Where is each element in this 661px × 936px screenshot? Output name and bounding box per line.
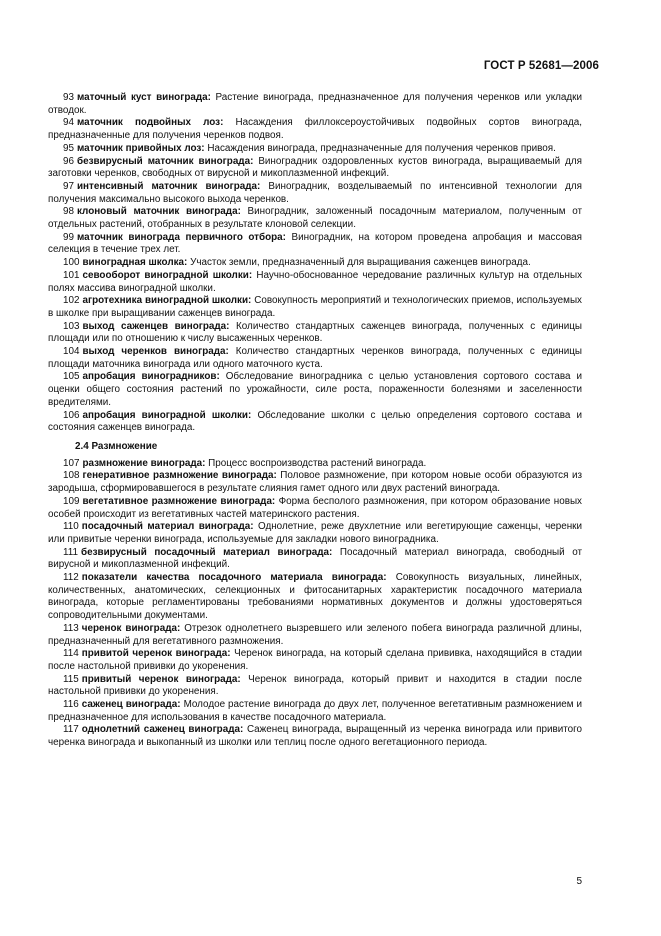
term-definition: Процесс воспроизводства растений винограда.	[208, 457, 427, 469]
term-definition: Виноградник оздоровленных кустов винограда, выращиваемый для заготовки черенков, свободных от вирусной и микоплазменной инфекций.	[48, 155, 582, 180]
page-number: 5	[576, 876, 582, 887]
term-name: привитой черенок винограда:	[81, 648, 231, 660]
term-name: апробация виноградной школки:	[82, 409, 252, 421]
term-definition: Однолетние, реже двухлетние или вегетирующие саженцы, черенки или привитые черенки винограда, используемые для закладки нового виноградника.	[48, 521, 583, 545]
term-entry	[48, 117, 582, 142]
term-number: 97	[63, 180, 74, 192]
term-entry	[48, 521, 582, 546]
term-number: 112	[63, 572, 79, 584]
term-entry	[48, 699, 582, 724]
term-name: выход черенков винограда:	[82, 346, 229, 358]
term-number: 96	[63, 155, 74, 167]
term-number: 95	[63, 142, 74, 154]
term-definition: Обследование виноградника с целью установления сортового состава и оценки общего состояния растений по урожайности, силе роста, пораженности болезнями и заселенности вредителями.	[48, 371, 582, 408]
term-number: 104	[63, 346, 80, 358]
term-definition: Черенок винограда, на который сделана прививка, находящийся в стадии после настольной прививки до укоренения.	[48, 648, 582, 672]
term-name: черенок винограда:	[81, 622, 181, 634]
term-definition: Насаждения винограда, предназначенные для получения черенков привоя.	[207, 142, 556, 154]
term-name: маточник винограда первичного отбора:	[76, 231, 286, 243]
term-number: 109	[63, 495, 80, 507]
term-name: саженец винограда:	[81, 699, 181, 711]
term-entry	[48, 156, 582, 181]
term-number: 98	[63, 206, 74, 218]
term-number: 117	[63, 724, 79, 736]
term-number: 102	[63, 295, 80, 307]
term-name: посадочный материал винограда:	[81, 521, 254, 533]
terms-list-after	[48, 458, 582, 750]
term-entry	[48, 674, 582, 699]
term-name: клоновый маточник винограда:	[76, 206, 241, 218]
term-entry	[48, 623, 582, 648]
term-entry	[48, 458, 582, 471]
term-number: 108	[63, 470, 80, 482]
term-name: размножение винограда:	[82, 457, 206, 469]
term-entry	[48, 724, 582, 749]
term-definition: Совокупность мероприятий и технологических приемов, используемых в школке при выращивании саженцев винограда.	[48, 295, 582, 319]
term-entry	[48, 295, 582, 320]
term-number: 105	[63, 371, 80, 383]
term-entry	[48, 346, 582, 371]
term-definition: Отрезок однолетнего вызревшего или зеленого побега винограда различной длины, предназначенный для вегетативного размножения.	[48, 622, 582, 647]
term-name: маточник подвойных лоз:	[76, 117, 224, 129]
term-name: виноградная школка:	[82, 257, 188, 269]
term-number: 113	[63, 622, 79, 634]
term-name: севооборот виноградной школки:	[82, 269, 253, 281]
term-entry	[48, 206, 582, 231]
terms-list-before	[48, 92, 582, 435]
term-number: 99	[63, 231, 74, 243]
term-definition: Количество стандартных саженцев винограда, полученных с единицы площади или по отношению к числу высаженных черенков.	[48, 320, 583, 345]
term-name: генеративное размножение винограда:	[82, 470, 277, 482]
term-definition: Виноградник, заложенный посадочным материалом, полученным от отдельных растений, отобранных в результате клоновой селекции.	[48, 206, 582, 231]
term-definition: Черенок винограда, который привит и находится в стадии после настольной прививки до укоренения.	[48, 673, 582, 698]
term-entry	[48, 410, 582, 435]
term-number: 110	[63, 521, 79, 533]
term-name: безвирусный маточник винограда:	[76, 155, 254, 167]
term-definition: Обследование школки с целью определения сортового состава и состояния саженцев винограда.	[48, 409, 582, 434]
term-entry	[48, 181, 582, 206]
term-entry	[48, 371, 582, 409]
term-entry	[48, 496, 582, 521]
term-entry	[48, 92, 582, 117]
term-entry	[48, 143, 582, 156]
term-definition: Посадочный материал винограда, свободный от вирусной и микоплазменной инфекций.	[48, 546, 582, 571]
term-definition: Количество стандартных черенков винограда, полученных с единицы площади маточника винограда или одного маточного куста.	[48, 346, 583, 370]
term-number: 106	[63, 409, 80, 421]
term-definition: Насаждения филлоксероустойчивых подвойных сортов винограда, предназначенные для получения черенков подвоя.	[48, 117, 582, 142]
term-name: безвирусный посадочный материал винограда:	[81, 546, 333, 558]
term-name: вегетативное размножение винограда:	[82, 495, 276, 507]
term-number: 111	[63, 546, 79, 558]
terms-content	[48, 92, 582, 750]
term-name: апробация виноградников:	[82, 371, 220, 383]
term-number: 107	[63, 457, 80, 469]
term-number: 114	[63, 648, 79, 660]
term-entry	[48, 648, 582, 673]
term-name: агротехника виноградной школки:	[82, 295, 252, 307]
term-name: выход саженцев винограда:	[82, 320, 230, 332]
term-definition: Участок земли, предназначенный для выращивания саженцев винограда.	[190, 257, 531, 269]
term-definition: Молодое растение винограда до двух лет, полученное вегетативным размножением и предназначенное для использования в качестве посадочного материала.	[48, 699, 583, 723]
term-definition: Форма бесполого размножения, при котором образование новых особей происходит из вегетативных частей материнского растения.	[48, 495, 582, 520]
term-definition: Половое размножение, при котором новые особи образуются из зародыша, сформировавшегося в результате слияния гамет одного или двух растений винограда.	[48, 470, 583, 495]
term-number: 116	[63, 699, 79, 711]
term-name: маточник привойных лоз:	[76, 142, 205, 154]
term-definition: Растение винограда, предназначенное для получения черенков или укладки отводок.	[48, 92, 583, 116]
term-name: показатели качества посадочного материала винограда:	[81, 572, 387, 584]
term-definition: Саженец винограда, выращенный из черенка винограда или привитого черенка винограда и выкопанный из школки или теплиц после одного вегетационного периода.	[48, 724, 583, 749]
term-entry	[48, 232, 582, 257]
term-number: 101	[63, 269, 80, 281]
document-code: ГОСТ Р 52681—2006	[483, 60, 599, 72]
term-entry	[48, 470, 582, 495]
term-name: однолетний саженец винограда:	[81, 724, 244, 736]
term-number: 100	[63, 257, 80, 269]
term-number: 103	[63, 320, 80, 332]
term-definition: Научно-обоснованное чередование различных культур на отдельных полях массива виноградной школки.	[48, 269, 583, 294]
term-definition: Виноградник, возделываемый по интенсивной технологии для получения максимально высокого выхода черенков.	[48, 180, 582, 205]
term-entry	[48, 270, 582, 295]
term-name: привитый черенок винограда:	[81, 673, 241, 685]
term-number: 93	[63, 92, 74, 103]
term-name: маточный куст винограда:	[76, 92, 211, 103]
term-definition: Совокупность визуальных, линейных, количественных, анатомических, селекционных и фитосанитарных характеристик посадочного материала винограда, которые регламентированы требованиями нормативных документов и должны удостоверяться сопроводительными документами.	[48, 572, 582, 622]
section-title: 2.4 Размножение	[75, 440, 158, 452]
term-entry	[48, 321, 582, 346]
term-name: интенсивный маточник винограда:	[76, 180, 261, 192]
term-definition: Виноградник, на котором проведена апробация и массовая селекция в течение трех лет.	[48, 231, 582, 256]
term-entry	[48, 257, 582, 270]
term-number: 94	[63, 117, 74, 129]
term-number: 115	[63, 673, 79, 685]
term-entry	[48, 572, 582, 623]
term-entry	[48, 547, 582, 572]
